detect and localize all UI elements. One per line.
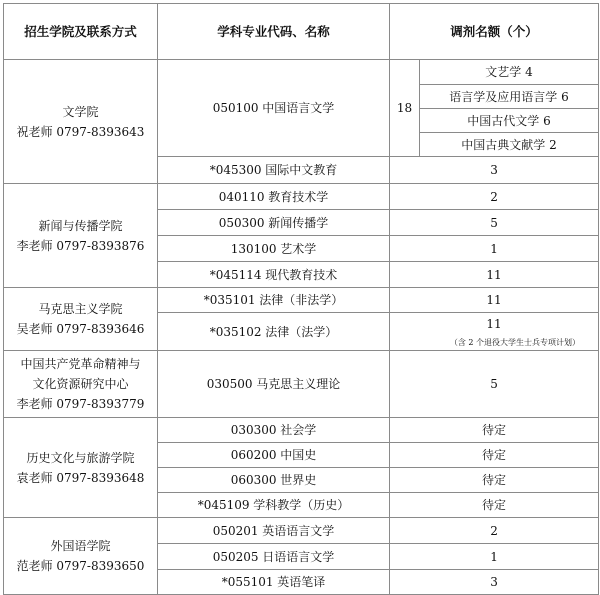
quota-cell: 11 (390, 288, 599, 313)
quota-cell: 5 (390, 351, 599, 418)
table-row (4, 184, 599, 210)
major-cell: 050205 日语语言文学 (158, 544, 390, 570)
major-cell: *055101 英语笔译 (158, 570, 390, 595)
college-cell (4, 184, 158, 288)
quota-cell: 待定 (390, 443, 599, 468)
quota-cell: 待定 (390, 468, 599, 493)
major-cell: 050300 新闻传播学 (158, 210, 390, 236)
college-cell (4, 288, 158, 351)
college-cell (4, 351, 158, 418)
quota-cell: 5 (390, 210, 599, 236)
major-cell: 050100 中国语言文学 (158, 60, 390, 157)
header-college: 招生学院及联系方式 (4, 4, 158, 60)
major-cell: 060200 中国史 (158, 443, 390, 468)
quota-cell: 3 (390, 157, 599, 184)
college-cell (4, 60, 158, 184)
major-cell: 040110 教育技术学 (158, 184, 390, 210)
quota-cell: 1 (390, 236, 599, 262)
quota-value: 11 (486, 316, 502, 331)
quota-cell: 11 (390, 262, 599, 288)
college-contact: 范老师 0797-8393650 (16, 559, 145, 573)
college-name: 历史文化与旅游学院 (26, 450, 135, 465)
major-cell: 130100 艺术学 (158, 236, 390, 262)
college-contact: 祝老师 0797-8393643 (16, 124, 145, 139)
major-cell: 030300 社会学 (158, 418, 390, 443)
quota-cell: 待定 (390, 418, 599, 443)
major-cell: 060300 世界史 (158, 468, 390, 493)
quota-note: （含 2 个退役大学生士兵专项计划） (449, 337, 581, 347)
major-cell: 030500 马克思主义理论 (158, 351, 390, 418)
college-contact: 李老师 0797-8393876 (16, 238, 145, 253)
college-name-line-1: 中国共产党革命精神与 (20, 357, 141, 371)
quota-cell: 1 (390, 544, 599, 570)
header-quota: 调剂名额（个） (390, 4, 599, 60)
quota-cell (390, 313, 599, 351)
college-contact: 李老师 0797-8393779 (16, 397, 145, 411)
quota-cell: 待定 (390, 493, 599, 518)
college-cell (4, 418, 158, 518)
header-row (4, 4, 599, 60)
major-cell: 050201 英语语言文学 (158, 518, 390, 544)
college-name: 马克思主义学院 (38, 302, 123, 316)
major-cell: *045109 学科教学（历史） (158, 493, 390, 518)
quota-cell: 2 (390, 184, 599, 210)
adjustment-quota-table (3, 3, 599, 595)
table-row (4, 60, 599, 85)
header-major: 学科专业代码、名称 (158, 4, 390, 60)
college-contact: 袁老师 0797-8393648 (16, 470, 145, 485)
direction-cell: 文艺学 4 (420, 60, 599, 85)
direction-cell: 中国古典文献学 2 (420, 133, 599, 157)
major-cell: *045300 国际中文教育 (158, 157, 390, 184)
quota-total-cell: 18 (390, 60, 420, 157)
quota-cell: 2 (390, 518, 599, 544)
college-name-line-2: 文化资源研究中心 (32, 377, 129, 391)
quota-cell: 3 (390, 570, 599, 595)
direction-cell: 中国古代文学 6 (420, 109, 599, 133)
college-name: 外国语学院 (50, 539, 111, 553)
college-contact: 吴老师 0797-8393646 (16, 322, 145, 336)
major-cell: *035102 法律（法学） (158, 313, 390, 351)
college-cell (4, 518, 158, 595)
table-row (4, 288, 599, 313)
table-row (4, 518, 599, 544)
college-name: 新闻与传播学院 (38, 218, 123, 233)
direction-cell: 语言学及应用语言学 6 (420, 85, 599, 109)
college-name: 文学院 (62, 104, 99, 119)
major-cell: *035101 法律（非法学） (158, 288, 390, 313)
quota-table-sheet (3, 3, 598, 589)
table-row (4, 418, 599, 443)
major-cell: *045114 现代教育技术 (158, 262, 390, 288)
table-row (4, 351, 599, 418)
